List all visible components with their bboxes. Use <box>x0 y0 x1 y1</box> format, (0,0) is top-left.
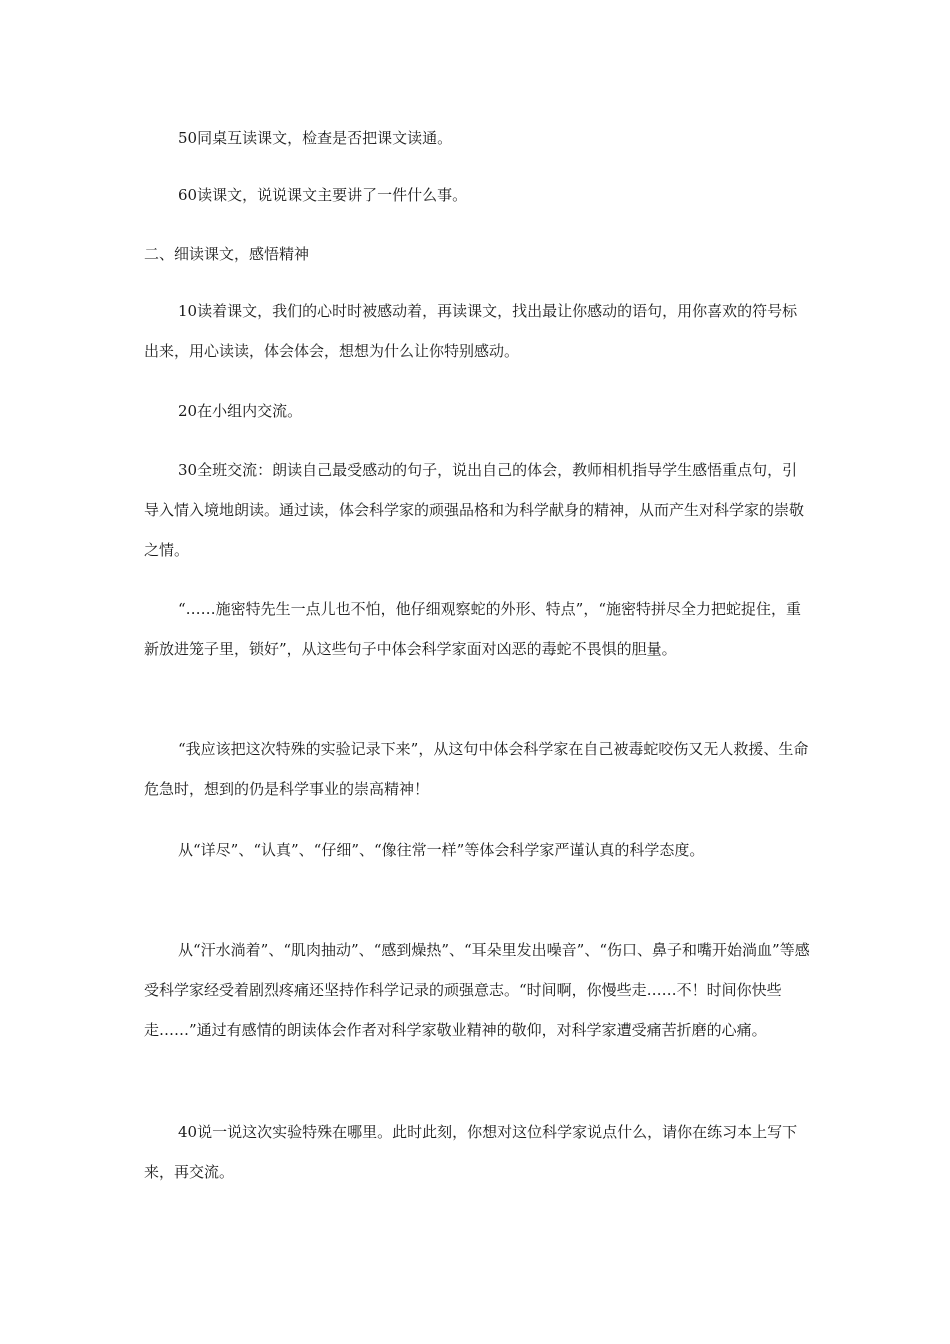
paragraph-attitude: 从“详尽”、“认真”、“仔细”、“像往常一样”等体会科学家严谨认真的科学态度。 <box>178 841 705 859</box>
paragraph-willpower: 从“汗水淌着”、“肌肉抽动”、“感到燥热”、“耳朵里发出噪音”、“伤口、鼻子和嘴开始淌血”等感受科学家经受着剧烈疼痛还坚持作科学记录的顽强意志。“时间啊，你慢些走……不！时间你快些走……”通过有感情的朗读体会作者对科学家敬业精神的敬仰，对科学家遭受痛苦折磨的心痛。 <box>144 941 810 1039</box>
paragraph-step-3: 30全班交流：朗读自己最受感动的句子，说出自己的体会，教师相机指导学生感悟重点句，引导入情入境地朗读。通过读，体会科学家的顽强品格和为科学献身的精神，从而产生对科学家的崇敬之情。 <box>144 461 805 559</box>
paragraph-quote-1: “……施密特先生一点儿也不怕，他仔细观察蛇的外形、特点”，“施密特拼尽全力把蛇捉住，重新放进笼子里，锁好”，从这些句子中体会科学家面对凶恶的毒蛇不畏惧的胆量。 <box>144 600 802 658</box>
paragraph-step-5: 50同桌互读课文，检查是否把课文读通。 <box>178 129 453 147</box>
paragraph-step-6: 60读课文，说说课文主要讲了一件什么事。 <box>178 186 468 204</box>
paragraph-step-2: 20在小组内交流。 <box>178 402 303 420</box>
section-heading: 二、细读课文，感悟精神 <box>144 245 310 263</box>
paragraph-quote-2: “我应该把这次特殊的实验记录下来”，从这句中体会科学家在自己被毒蛇咬伤又无人救援、生命危急时，想到的仍是科学事业的崇高精神！ <box>144 740 809 798</box>
paragraph-step-1: 10读着课文，我们的心时时被感动着，再读课文，找出最让你感动的语句，用你喜欢的符号标出来，用心读读，体会体会，想想为什么让你特别感动。 <box>144 302 798 360</box>
paragraph-step-4: 40说一说这次实验特殊在哪里。此时此刻，你想对这位科学家说点什么，请你在练习本上写下来，再交流。 <box>144 1123 798 1181</box>
